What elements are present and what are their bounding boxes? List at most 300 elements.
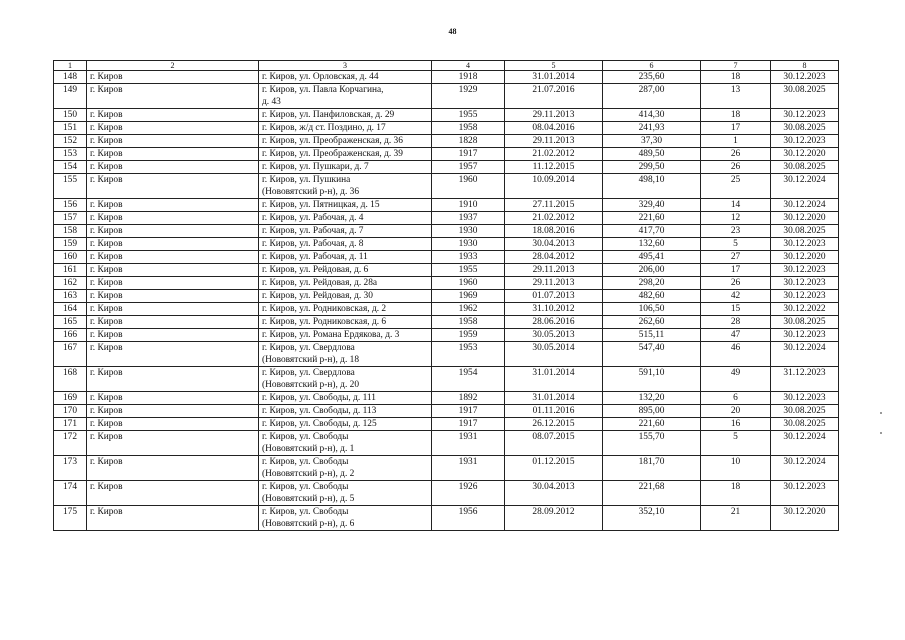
address-line: г. Киров, ул. Пушкари, д. 7 <box>262 162 369 172</box>
residents-cell: 49 <box>701 367 771 392</box>
deadline-cell: 30.12.2023 <box>771 290 839 303</box>
row-number: 158 <box>54 225 87 238</box>
address-line: г. Киров, ул. Свободы, д. 125 <box>262 419 377 429</box>
address-cell <box>259 481 432 506</box>
year-built-cell: 1917 <box>432 405 505 418</box>
deadline-cell: 30.12.2023 <box>771 277 839 290</box>
municipality-cell: г. Киров <box>87 264 259 277</box>
area-cell: 591,10 <box>603 367 701 392</box>
column-header-6: 6 <box>603 61 701 71</box>
municipality-cell: г. Киров <box>87 342 259 367</box>
deadline-cell: 30.08.2025 <box>771 418 839 431</box>
municipality-cell: г. Киров <box>87 212 259 225</box>
year-built-cell: 1917 <box>432 148 505 161</box>
column-header-8: 8 <box>771 61 839 71</box>
municipality-cell: г. Киров <box>87 405 259 418</box>
address-line: (Нововятский р-н), д. 36 <box>262 187 360 197</box>
address-cell <box>259 303 432 316</box>
row-number: 168 <box>54 367 87 392</box>
table-row <box>54 109 839 122</box>
address-line: г. Киров, ул. Рабочая, д. 11 <box>262 252 368 262</box>
area-cell: 489,50 <box>603 148 701 161</box>
column-header-1: 1 <box>54 61 87 71</box>
municipality-cell: г. Киров <box>87 199 259 212</box>
address-cell <box>259 367 432 392</box>
date-cell: 11.12.2015 <box>505 161 603 174</box>
area-cell: 132,20 <box>603 392 701 405</box>
row-number: 160 <box>54 251 87 264</box>
address-cell <box>259 161 432 174</box>
year-built-cell: 1957 <box>432 161 505 174</box>
address-cell <box>259 264 432 277</box>
scan-dot <box>880 412 882 414</box>
date-cell: 08.07.2015 <box>505 431 603 456</box>
date-cell: 31.10.2012 <box>505 303 603 316</box>
address-line: (Нововятский р-н), д. 20 <box>262 380 360 390</box>
address-line: г. Киров, ул. Преображенская, д. 39 <box>262 149 403 159</box>
residents-cell: 21 <box>701 506 771 531</box>
address-cell <box>259 316 432 329</box>
address-line: г. Киров, ул. Рейдовая, д. 30 <box>262 291 373 301</box>
municipality-cell: г. Киров <box>87 84 259 109</box>
date-cell: 31.01.2014 <box>505 392 603 405</box>
table-row <box>54 161 839 174</box>
address-line: г. Киров, ул. Рабочая, д. 8 <box>262 239 364 249</box>
year-built-cell: 1930 <box>432 238 505 251</box>
municipality-cell: г. Киров <box>87 367 259 392</box>
address-cell <box>259 290 432 303</box>
address-cell <box>259 135 432 148</box>
residents-cell: 27 <box>701 251 771 264</box>
residents-cell: 47 <box>701 329 771 342</box>
area-cell: 515,11 <box>603 329 701 342</box>
row-number: 174 <box>54 481 87 506</box>
area-cell: 287,00 <box>603 84 701 109</box>
address-cell <box>259 251 432 264</box>
scan-dot <box>880 432 882 434</box>
residents-cell: 23 <box>701 225 771 238</box>
municipality-cell: г. Киров <box>87 109 259 122</box>
area-cell: 181,70 <box>603 456 701 481</box>
address-line: г. Киров, ул. Преображенская, д. 36 <box>262 136 403 146</box>
residents-cell: 5 <box>701 238 771 251</box>
table-header-row <box>54 61 839 71</box>
year-built-cell: 1962 <box>432 303 505 316</box>
area-cell: 262,60 <box>603 316 701 329</box>
residents-cell: 25 <box>701 174 771 199</box>
year-built-cell: 1955 <box>432 109 505 122</box>
address-cell <box>259 199 432 212</box>
table-row <box>54 277 839 290</box>
address-cell <box>259 431 432 456</box>
area-cell: 221,60 <box>603 212 701 225</box>
municipality-cell: г. Киров <box>87 329 259 342</box>
address-cell <box>259 84 432 109</box>
row-number: 156 <box>54 199 87 212</box>
address-line: (Нововятский р-н), д. 1 <box>262 444 355 454</box>
row-number: 152 <box>54 135 87 148</box>
address-cell <box>259 225 432 238</box>
residents-cell: 26 <box>701 161 771 174</box>
table-row <box>54 329 839 342</box>
area-cell: 221,60 <box>603 418 701 431</box>
table-row <box>54 122 839 135</box>
row-number: 171 <box>54 418 87 431</box>
table-row <box>54 367 839 392</box>
table-row <box>54 303 839 316</box>
column-header-3: 3 <box>259 61 432 71</box>
date-cell: 21.02.2012 <box>505 212 603 225</box>
residents-cell: 16 <box>701 418 771 431</box>
address-line: (Нововятский р-н), д. 2 <box>262 469 355 479</box>
address-line: г. Киров, ул. Павла Корчагина, <box>262 85 384 95</box>
address-line: г. Киров, ул. Романа Ердякова, д. 3 <box>262 330 400 340</box>
deadline-cell: 30.12.2024 <box>771 342 839 367</box>
date-cell: 26.12.2015 <box>505 418 603 431</box>
year-built-cell: 1828 <box>432 135 505 148</box>
year-built-cell: 1931 <box>432 456 505 481</box>
deadline-cell: 30.12.2023 <box>771 135 839 148</box>
deadline-cell: 30.08.2025 <box>771 225 839 238</box>
address-cell <box>259 329 432 342</box>
row-number: 165 <box>54 316 87 329</box>
year-built-cell: 1958 <box>432 122 505 135</box>
deadline-cell: 30.08.2025 <box>771 84 839 109</box>
municipality-cell: г. Киров <box>87 431 259 456</box>
row-number: 162 <box>54 277 87 290</box>
residents-cell: 13 <box>701 84 771 109</box>
year-built-cell: 1930 <box>432 225 505 238</box>
year-built-cell: 1892 <box>432 392 505 405</box>
table-row <box>54 135 839 148</box>
date-cell: 30.05.2014 <box>505 342 603 367</box>
year-built-cell: 1955 <box>432 264 505 277</box>
deadline-cell: 30.12.2020 <box>771 251 839 264</box>
municipality-cell: г. Киров <box>87 277 259 290</box>
date-cell: 01.07.2013 <box>505 290 603 303</box>
municipality-cell: г. Киров <box>87 148 259 161</box>
municipality-cell: г. Киров <box>87 392 259 405</box>
residents-cell: 17 <box>701 264 771 277</box>
area-cell: 298,20 <box>603 277 701 290</box>
residents-cell: 42 <box>701 290 771 303</box>
column-header-7: 7 <box>701 61 771 71</box>
table-row <box>54 174 839 199</box>
area-cell: 206,00 <box>603 264 701 277</box>
residents-cell: 18 <box>701 481 771 506</box>
address-line: г. Киров, ул. Свободы <box>262 507 349 517</box>
area-cell: 547,40 <box>603 342 701 367</box>
row-number: 157 <box>54 212 87 225</box>
year-built-cell: 1931 <box>432 431 505 456</box>
address-line: г. Киров, ул. Пушкина <box>262 175 351 185</box>
deadline-cell: 30.12.2024 <box>771 174 839 199</box>
year-built-cell: 1917 <box>432 418 505 431</box>
row-number: 154 <box>54 161 87 174</box>
address-line: г. Киров, ул. Свободы <box>262 457 349 467</box>
table-row <box>54 199 839 212</box>
year-built-cell: 1958 <box>432 316 505 329</box>
address-cell <box>259 238 432 251</box>
address-cell <box>259 71 432 84</box>
residents-cell: 15 <box>701 303 771 316</box>
area-cell: 329,40 <box>603 199 701 212</box>
address-cell <box>259 212 432 225</box>
address-line: г. Киров, ул. Свердлова <box>262 368 355 378</box>
deadline-cell: 30.12.2024 <box>771 456 839 481</box>
row-number: 164 <box>54 303 87 316</box>
row-number: 169 <box>54 392 87 405</box>
year-built-cell: 1959 <box>432 329 505 342</box>
address-cell <box>259 405 432 418</box>
area-cell: 482,60 <box>603 290 701 303</box>
row-number: 159 <box>54 238 87 251</box>
municipality-cell: г. Киров <box>87 225 259 238</box>
deadline-cell: 30.12.2022 <box>771 303 839 316</box>
row-number: 148 <box>54 71 87 84</box>
address-line: (Нововятский р-н), д. 6 <box>262 519 355 529</box>
deadline-cell: 30.12.2020 <box>771 212 839 225</box>
municipality-cell: г. Киров <box>87 290 259 303</box>
date-cell: 29.11.2013 <box>505 277 603 290</box>
date-cell: 10.09.2014 <box>505 174 603 199</box>
year-built-cell: 1969 <box>432 290 505 303</box>
deadline-cell: 30.12.2020 <box>771 148 839 161</box>
deadline-cell: 30.08.2025 <box>771 316 839 329</box>
municipality-cell: г. Киров <box>87 251 259 264</box>
date-cell: 29.11.2013 <box>505 135 603 148</box>
row-number: 155 <box>54 174 87 199</box>
table-row <box>54 238 839 251</box>
area-cell: 414,30 <box>603 109 701 122</box>
table-row <box>54 316 839 329</box>
date-cell: 01.12.2015 <box>505 456 603 481</box>
year-built-cell: 1929 <box>432 84 505 109</box>
column-header-2: 2 <box>87 61 259 71</box>
residents-cell: 18 <box>701 71 771 84</box>
date-cell: 28.09.2012 <box>505 506 603 531</box>
address-line: г. Киров, ул. Свободы, д. 111 <box>262 393 376 403</box>
year-built-cell: 1953 <box>432 342 505 367</box>
date-cell: 28.04.2012 <box>505 251 603 264</box>
address-cell <box>259 418 432 431</box>
municipality-cell: г. Киров <box>87 316 259 329</box>
table-row <box>54 418 839 431</box>
date-cell: 30.04.2013 <box>505 481 603 506</box>
deadline-cell: 30.12.2020 <box>771 506 839 531</box>
address-line: г. Киров, ул. Рабочая, д. 7 <box>262 226 364 236</box>
housing-register-table <box>53 60 839 531</box>
municipality-cell: г. Киров <box>87 174 259 199</box>
column-header-4: 4 <box>432 61 505 71</box>
municipality-cell: г. Киров <box>87 481 259 506</box>
residents-cell: 6 <box>701 392 771 405</box>
date-cell: 28.06.2016 <box>505 316 603 329</box>
residents-cell: 28 <box>701 316 771 329</box>
row-number: 149 <box>54 84 87 109</box>
row-number: 167 <box>54 342 87 367</box>
year-built-cell: 1960 <box>432 277 505 290</box>
year-built-cell: 1926 <box>432 481 505 506</box>
row-number: 151 <box>54 122 87 135</box>
year-built-cell: 1954 <box>432 367 505 392</box>
page-number: 48 <box>448 27 457 36</box>
date-cell: 01.11.2016 <box>505 405 603 418</box>
table-row <box>54 392 839 405</box>
deadline-cell: 30.12.2023 <box>771 109 839 122</box>
deadline-cell: 31.12.2023 <box>771 367 839 392</box>
address-line: д. 43 <box>262 97 281 107</box>
address-line: г. Киров, ул. Рейдовая, д. 28а <box>262 278 378 288</box>
address-cell <box>259 148 432 161</box>
column-header-5: 5 <box>505 61 603 71</box>
address-line: г. Киров, ул. Свободы, д. 113 <box>262 406 377 416</box>
deadline-cell: 30.12.2023 <box>771 392 839 405</box>
residents-cell: 26 <box>701 277 771 290</box>
address-line: г. Киров, ул. Рейдовая, д. 6 <box>262 265 369 275</box>
table-row <box>54 84 839 109</box>
municipality-cell: г. Киров <box>87 456 259 481</box>
address-line: г. Киров, ул. Орловская, д. 44 <box>262 72 379 82</box>
table-row <box>54 225 839 238</box>
municipality-cell: г. Киров <box>87 161 259 174</box>
area-cell: 417,70 <box>603 225 701 238</box>
year-built-cell: 1933 <box>432 251 505 264</box>
row-number: 166 <box>54 329 87 342</box>
area-cell: 37,30 <box>603 135 701 148</box>
area-cell: 299,50 <box>603 161 701 174</box>
deadline-cell: 30.12.2024 <box>771 199 839 212</box>
row-number: 173 <box>54 456 87 481</box>
address-cell <box>259 122 432 135</box>
date-cell: 18.08.2016 <box>505 225 603 238</box>
area-cell: 895,00 <box>603 405 701 418</box>
address-line: (Нововятский р-н), д. 5 <box>262 494 355 504</box>
area-cell: 155,70 <box>603 431 701 456</box>
date-cell: 30.05.2013 <box>505 329 603 342</box>
table-row <box>54 212 839 225</box>
date-cell: 21.02.2012 <box>505 148 603 161</box>
deadline-cell: 30.08.2025 <box>771 405 839 418</box>
area-cell: 241,93 <box>603 122 701 135</box>
address-line: г. Киров, ул. Рабочая, д. 4 <box>262 213 364 223</box>
address-cell <box>259 506 432 531</box>
row-number: 172 <box>54 431 87 456</box>
area-cell: 495,41 <box>603 251 701 264</box>
year-built-cell: 1910 <box>432 199 505 212</box>
address-line: г. Киров, ул. Свободы <box>262 482 349 492</box>
deadline-cell: 30.12.2024 <box>771 431 839 456</box>
table-row <box>54 481 839 506</box>
address-cell <box>259 174 432 199</box>
residents-cell: 46 <box>701 342 771 367</box>
row-number: 163 <box>54 290 87 303</box>
row-number: 161 <box>54 264 87 277</box>
residents-cell: 1 <box>701 135 771 148</box>
table-row <box>54 405 839 418</box>
address-cell <box>259 392 432 405</box>
address-cell <box>259 456 432 481</box>
date-cell: 29.11.2013 <box>505 109 603 122</box>
date-cell: 29.11.2013 <box>505 264 603 277</box>
area-cell: 498,10 <box>603 174 701 199</box>
address-cell <box>259 342 432 367</box>
municipality-cell: г. Киров <box>87 135 259 148</box>
table-row <box>54 264 839 277</box>
date-cell: 31.01.2014 <box>505 71 603 84</box>
year-built-cell: 1956 <box>432 506 505 531</box>
address-cell <box>259 109 432 122</box>
date-cell: 27.11.2015 <box>505 199 603 212</box>
deadline-cell: 30.12.2023 <box>771 329 839 342</box>
municipality-cell: г. Киров <box>87 506 259 531</box>
date-cell: 30.04.2013 <box>505 238 603 251</box>
table-row <box>54 148 839 161</box>
deadline-cell: 30.12.2023 <box>771 71 839 84</box>
deadline-cell: 30.08.2025 <box>771 122 839 135</box>
residents-cell: 18 <box>701 109 771 122</box>
table-row <box>54 431 839 456</box>
address-line: г. Киров, ул. Пятницкая, д. 15 <box>262 200 380 210</box>
residents-cell: 17 <box>701 122 771 135</box>
area-cell: 235,60 <box>603 71 701 84</box>
municipality-cell: г. Киров <box>87 238 259 251</box>
address-line: г. Киров, ул. Свердлова <box>262 343 355 353</box>
municipality-cell: г. Киров <box>87 71 259 84</box>
address-cell <box>259 277 432 290</box>
area-cell: 132,60 <box>603 238 701 251</box>
table-body <box>54 71 839 531</box>
deadline-cell: 30.12.2023 <box>771 481 839 506</box>
address-line: г. Киров, ж/д ст. Поздино, д. 17 <box>262 123 386 133</box>
municipality-cell: г. Киров <box>87 122 259 135</box>
residents-cell: 5 <box>701 431 771 456</box>
municipality-cell: г. Киров <box>87 418 259 431</box>
address-line: г. Киров, ул. Родниковская, д. 6 <box>262 317 387 327</box>
address-line: г. Киров, ул. Свободы <box>262 432 349 442</box>
row-number: 175 <box>54 506 87 531</box>
residents-cell: 14 <box>701 199 771 212</box>
row-number: 150 <box>54 109 87 122</box>
date-cell: 08.04.2016 <box>505 122 603 135</box>
address-line: г. Киров, ул. Панфиловская, д. 29 <box>262 110 395 120</box>
date-cell: 31.01.2014 <box>505 367 603 392</box>
deadline-cell: 30.08.2025 <box>771 161 839 174</box>
residents-cell: 12 <box>701 212 771 225</box>
year-built-cell: 1918 <box>432 71 505 84</box>
date-cell: 21.07.2016 <box>505 84 603 109</box>
area-cell: 352,10 <box>603 506 701 531</box>
year-built-cell: 1937 <box>432 212 505 225</box>
area-cell: 106,50 <box>603 303 701 316</box>
table-row <box>54 251 839 264</box>
address-line: (Нововятский р-н), д. 18 <box>262 355 360 365</box>
deadline-cell: 30.12.2023 <box>771 238 839 251</box>
table-row <box>54 290 839 303</box>
table-row <box>54 506 839 531</box>
year-built-cell: 1960 <box>432 174 505 199</box>
residents-cell: 26 <box>701 148 771 161</box>
table-row <box>54 456 839 481</box>
address-line: г. Киров, ул. Родниковская, д. 2 <box>262 304 387 314</box>
row-number: 153 <box>54 148 87 161</box>
residents-cell: 20 <box>701 405 771 418</box>
table-row <box>54 342 839 367</box>
row-number: 170 <box>54 405 87 418</box>
table-row <box>54 71 839 84</box>
deadline-cell: 30.12.2023 <box>771 264 839 277</box>
residents-cell: 10 <box>701 456 771 481</box>
